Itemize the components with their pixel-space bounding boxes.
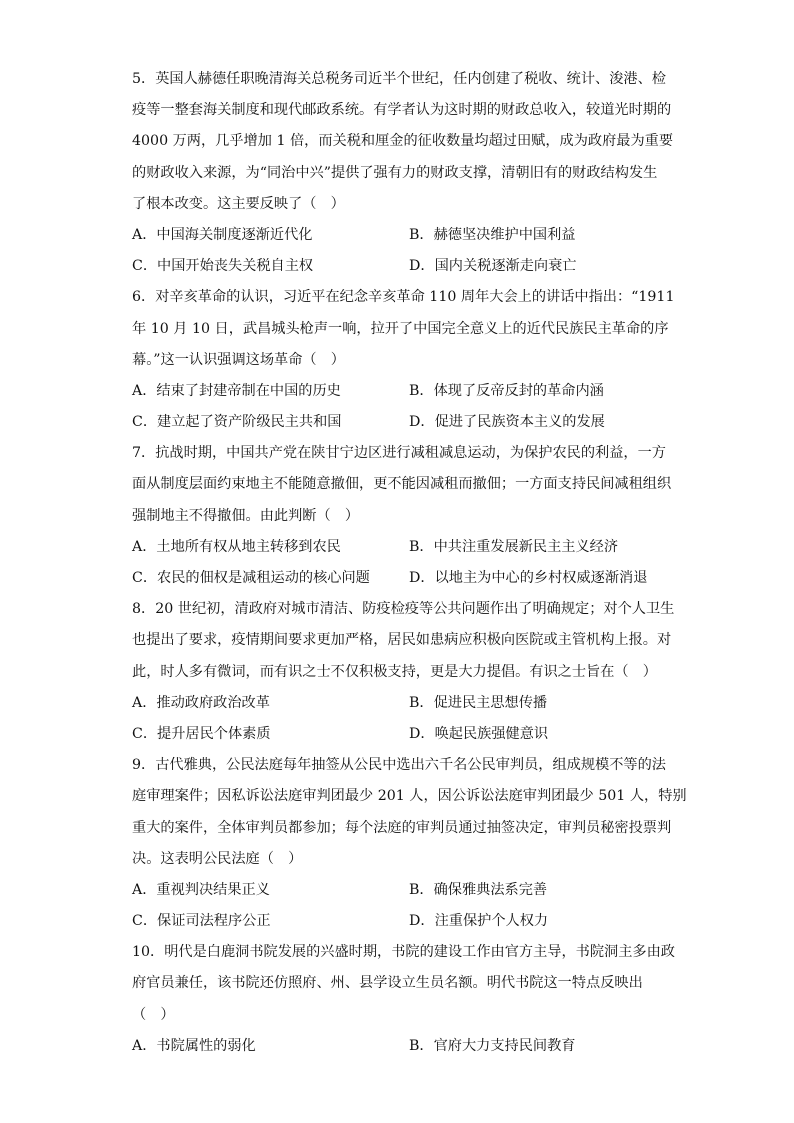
option-c: C．中国开始丧失关税自主权 <box>132 258 314 275</box>
question-7 <box>132 438 672 594</box>
option-c: C．建立起了资产阶级民主共和国 <box>132 414 342 431</box>
question-stem-line: （ ） <box>132 1006 175 1023</box>
question-stem-line: 了根本改变。这主要反映了（ ） <box>132 195 345 212</box>
options-row <box>132 563 664 594</box>
option-c: C．农民的佃权是减租运动的核心问题 <box>132 570 370 586</box>
option-d: D．国内关税逐渐走向衰亡 <box>409 258 577 275</box>
options-row <box>132 407 664 438</box>
question-8 <box>132 594 675 750</box>
question-stem-line: 幕。”这一认识强调这场革命（ ） <box>132 351 345 368</box>
question-stem-line: 疫等一整套海关制度和现代邮政系统。有学者认为这时期的财政总收入，较道光时期的 <box>132 102 672 119</box>
option-a: A．中国海关制度逐渐近代化 <box>132 226 313 243</box>
question-stem-line: 面从制度层面约束地主不能随意撤佃，更不能因减租而撤佃；一方面支持民间减租组织 <box>132 476 672 493</box>
question-stem-line: 庭审理案件；因私诉讼法庭审判团最少 201 人，因公诉讼法庭审判团最少 501 人，特别 <box>132 788 687 805</box>
options-row <box>132 220 664 251</box>
option-b: B．赫德坚决维护中国利益 <box>409 226 576 243</box>
question-stem-line: 6．对辛亥革命的认识，习近平在纪念辛亥革命 110 周年大会上的讲话中指出：“1911 <box>132 289 675 306</box>
options-row <box>132 875 664 906</box>
option-a: A．重视判决结果正义 <box>132 881 270 898</box>
option-b: B．确保雅典法系完善 <box>409 881 548 898</box>
question-10 <box>132 937 675 1062</box>
question-stem-line: 5．英国人赫德任职晚清海关总税务司近半个世纪，任内创建了税收、统计、浚港、检 <box>132 71 666 87</box>
option-d: D．唤起民族强健意识 <box>409 725 549 742</box>
option-b: B．体现了反帝反封的革命内涵 <box>409 382 604 399</box>
options-row <box>132 376 664 407</box>
question-5 <box>132 64 674 282</box>
option-a: A．土地所有权从地主转移到农民 <box>132 538 341 555</box>
options-row <box>132 688 664 719</box>
options-row <box>132 1031 664 1062</box>
option-d: D．注重保护个人权力 <box>409 913 549 930</box>
options-row <box>132 251 664 282</box>
question-stem-line: 9．古代雅典，公民法庭每年抽签从公民中选出六千名公民审判员，组成规模不等的法 <box>132 757 666 774</box>
option-a: A．结束了封建帝制在中国的历史 <box>132 382 341 399</box>
question-stem-line: 重大的案件，全体审判员都参加；每个法庭的审判员通过抽签决定，审判员秘密投票判 <box>132 819 672 836</box>
question-stem-line: 府官员兼任，该书院还仿照府、州、县学设立生员名额。明代书院这一特点反映出 <box>132 975 643 992</box>
option-d: D．促进了民族资本主义的发展 <box>409 414 605 431</box>
question-stem-line: 年 10 月 10 日，武昌城头枪声一响，拉开了中国完全意义上的近代民族民主革命的序 <box>132 320 669 337</box>
question-stem-line: 4000 万两，几乎增加 1 倍，而关税和厘金的征收数量均超过田赋，成为政府最为重要 <box>132 133 674 150</box>
option-a: A．书院属性的弱化 <box>132 1037 256 1054</box>
question-6 <box>132 282 675 438</box>
question-stem-line: 也提出了要求，疫情期间要求更加严格，居民如患病应积极向医院或主管机构上报。对 <box>132 632 672 649</box>
option-d: D．以地主为中心的乡村权威逐渐消退 <box>409 570 648 586</box>
question-9 <box>132 750 687 937</box>
option-b: B．官府大力支持民间教育 <box>409 1037 576 1054</box>
option-b: B．中共注重发展新民主主义经济 <box>409 538 619 555</box>
options-row <box>132 532 664 563</box>
question-stem-line: 10．明代是白鹿洞书院发展的兴盛时期，书院的建设工作由官方主导，书院洞主多由政 <box>132 944 675 961</box>
question-stem-line: 7．抗战时期，中国共产党在陕甘宁边区进行减租减息运动，为保护农民的利益，一方 <box>132 445 666 462</box>
option-c: C．提升居民个体素质 <box>132 725 271 742</box>
question-stem-line: 强制地主不得撤佃。由此判断（ ） <box>132 507 360 524</box>
options-row <box>132 906 664 937</box>
options-row <box>132 719 664 750</box>
question-stem-line: 决。这表明公民法庭（ ） <box>132 850 303 867</box>
option-c: C．保证司法程序公正 <box>132 913 271 930</box>
question-stem-line: 8．20 世纪初，清政府对城市清洁、防疫检疫等公共问题作出了明确规定；对个人卫生 <box>132 601 675 618</box>
question-stem-line: 的财政收入来源，为“同治中兴”提供了强有力的财政支撑，清朝旧有的财政结构发生 <box>132 164 658 181</box>
option-b: B．促进民主思想传播 <box>409 694 548 711</box>
question-list <box>132 64 687 1062</box>
question-stem-line: 此，时人多有微词，而有识之士不仅积极支持，更是大力提倡。有识之士旨在（ ） <box>132 663 657 680</box>
option-a: A．推动政府政治改革 <box>132 694 270 711</box>
